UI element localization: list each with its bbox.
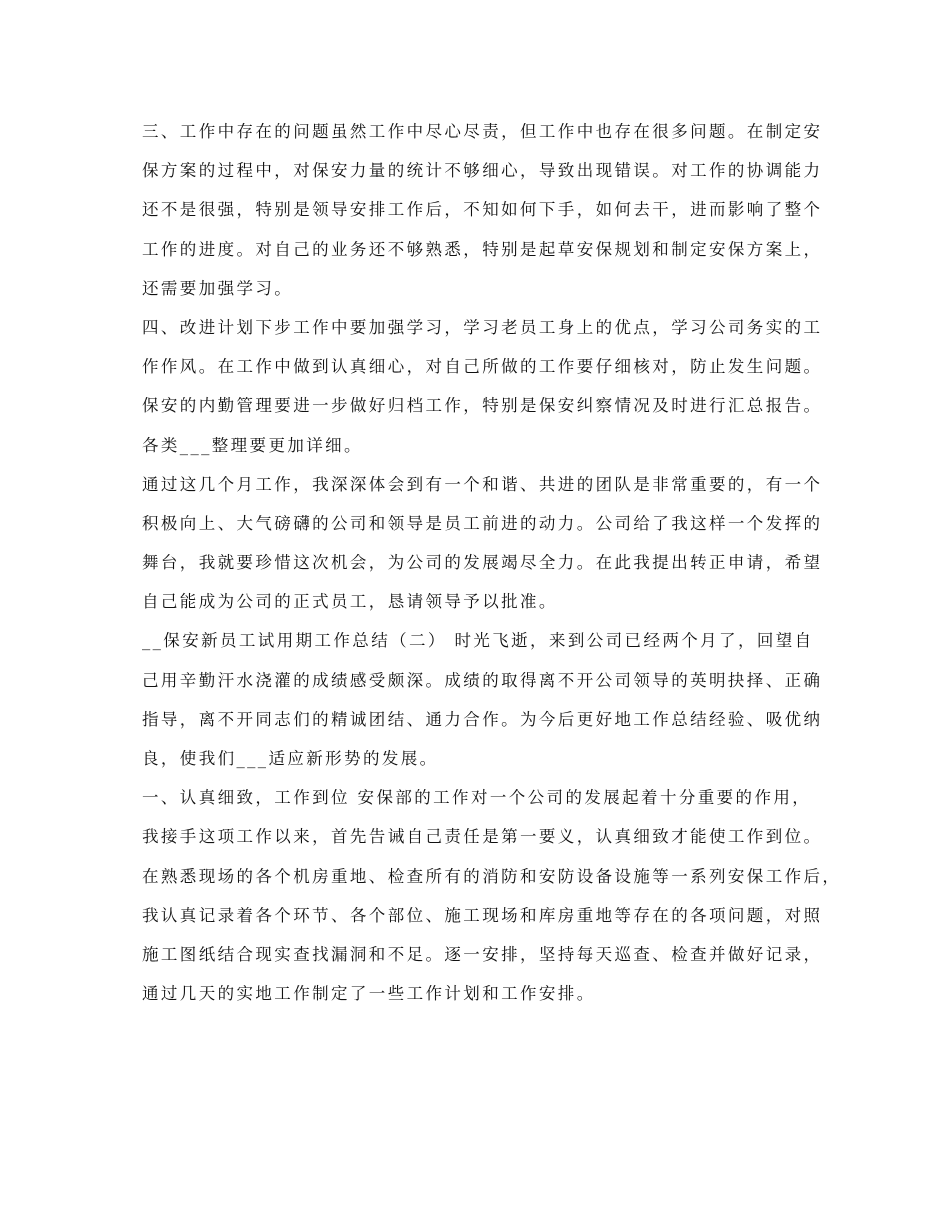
text-line: __保安新员工试用期工作总结（二） 时光飞逝，来到公司已经两个月了，回望自 [142,631,814,651]
text-line: 还不是很强，特别是领导安排工作后，不知如何下手，如何去干，进而影响了整个 [142,200,823,220]
text-line: 通过几天的实地工作制定了一些工作计划和工作安排。 [142,984,596,1004]
text-line: 施工图纸结合现实查找漏洞和不足。逐一安排，坚持每天巡查、检查并做好记录， [142,944,823,964]
text-line: 舞台，我就要珍惜这次机会，为公司的发展竭尽全力。在此我提出转正申请，希望 [142,553,823,573]
text-line: 工作的进度。对自己的业务还不够熟悉，特别是起草安保规划和制定安保方案上， [142,239,823,259]
document-body [142,112,842,1013]
text-line: 我认真记录着各个环节、各个部位、施工现场和库房重地等存在的各项问题，对照 [142,905,823,925]
text-line: 四、改进计划下步工作中要加强学习，学习老员工身上的优点，学习公司务实的工 [142,317,823,337]
text-line: 在熟悉现场的各个机房重地、检查所有的消防和安防设备设施等一系列安保工作后， [142,866,842,886]
text-line: 一、认真细致，工作到位 安保部的工作对一个公司的发展起着十分重要的作用， [142,788,812,808]
text-line: 我接手这项工作以来，首先告诫自己责任是第一要义，认真细致才能使工作到位。 [142,827,823,847]
text-line: 指导，离不开同志们的精诚团结、通力合作。为今后更好地工作总结经验、吸优纳 [142,709,823,729]
text-line: 还需要加强学习。 [142,278,294,298]
text-line: 各类___整理要更加详细。 [142,435,363,455]
text-line: 积极向上、大气磅礴的公司和领导是员工前进的动力。公司给了我这样一个发挥的 [142,513,823,533]
text-line: 良，使我们___适应新形势的发展。 [142,749,439,768]
text-line: 作作风。在工作中做到认真细心，对自己所做的工作要仔细核对，防止发生问题。 [142,357,823,377]
text-line: 通过这几个月工作，我深深体会到有一个和谐、共进的团队是非常重要的，有一个 [142,474,823,494]
text-line: 保安的内勤管理要进一步做好归档工作，特别是保安纠察情况及时进行汇总报告。 [142,396,823,416]
text-line: 自己能成为公司的正式员工，恳请领导予以批准。 [142,592,558,612]
text-line: 三、工作中存在的问题虽然工作中尽心尽责，但工作中也存在很多问题。在制定安 [142,122,823,141]
text-line: 保方案的过程中，对保安力量的统计不够细心，导致出现错误。对工作的协调能力 [142,161,823,181]
text-line: 己用辛勤汗水浇灌的成绩感受颇深。成绩的取得离不开公司领导的英明抉择、正确 [142,670,823,690]
